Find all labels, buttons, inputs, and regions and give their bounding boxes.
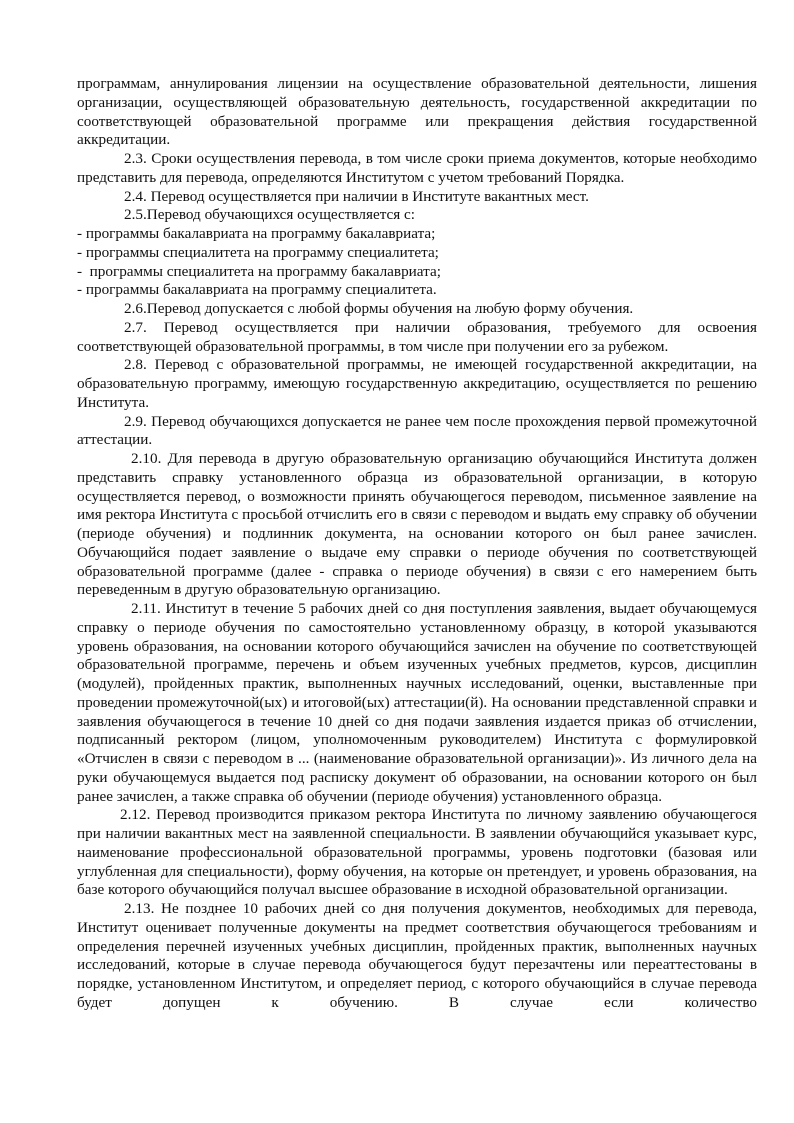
section-2-7-paragraph: [77, 319, 757, 357]
document-page: [77, 75, 757, 1013]
section-2-13-paragraph: [77, 900, 757, 1013]
section-number: 2.8.: [124, 356, 147, 374]
section-number: 2.13.: [124, 900, 155, 917]
section-number: 2.6.: [124, 300, 147, 317]
section-2-4-paragraph: [77, 188, 757, 207]
section-2-10-paragraph: [77, 450, 757, 600]
section-text: Перевод осуществляется при наличии в Институте вакантных мест.: [146, 187, 589, 205]
intro-continuation-paragraph: программам, аннулирования лицензии на осуществление образовательной деятельности, лишения организации, осуществляющей образовательную деятельность, государственной аккредитации по соответствующей образовательной программе или прекращения действия государственной аккредитации.: [77, 75, 757, 149]
section-number: 2.9.: [124, 412, 147, 430]
section-text: Сроки осуществления перевода, в том числе сроки приема документов, которые необходимо представить для перевода, определяются Институтом с учетом требований Порядка.: [77, 150, 757, 186]
section-number: 2.7.: [124, 318, 147, 336]
section-2-12-paragraph: [77, 806, 757, 900]
section-number: 2.4.: [124, 187, 147, 205]
section-text: Перевод допускается с любой формы обучения на любую форму обучения.: [146, 300, 634, 317]
list-item: - программы специалитета на программу специалитета;: [77, 243, 439, 261]
section-number: 2.12.: [120, 806, 151, 824]
section-2-6-paragraph: [77, 300, 757, 319]
section-2-3-paragraph: [77, 150, 757, 188]
section-text: Перевод осуществляется при наличии образования, требуемого для освоения соответствующей образовательной программы, в том числе при получении его за рубежом.: [77, 318, 757, 355]
section-number: 2.11.: [131, 600, 161, 617]
section-text: Перевод обучающихся допускается не ранее чем после прохождения первой промежуточной аттестации.: [77, 412, 757, 449]
section-text: Перевод обучающихся осуществляется с:: [146, 206, 416, 224]
list-item: - программы бакалавриата на программу бакалавриата;: [77, 225, 436, 242]
section-2-5-paragraph: [77, 206, 757, 225]
section-text: Перевод с образовательной программы, не имеющей государственной аккредитации, на образовательную программу, имеющую государственную аккредитацию, осуществляется по решению Института.: [77, 356, 757, 411]
section-text: Институт в течение 5 рабочих дней со дня поступления заявления, выдает обучающемуся справку о периоде обучения по самостоятельно установленному образцу, в которой указываются уровень образования, на основании которого обучающийся зачислен на обучение по соответствующей образовательной программе, перечень и объем изученных учебных предметов, курсов, дисциплин (модулей), пройденных практик, выполненных научных исследований, оценки, выставленные при проведении промежуточной(ых) и итоговой(ых) аттестации(й). На основании представленной справки и заявления обучающегося в течение 10 дней со дня подачи заявления издается приказ об отчислении, подписанный ректором (лицом, уполномоченным руководителем) Института с формулировкой «Отчислен в связи с переводом в ... (наименование образовательной организации)». Из личного дела на руки обучающемуся выдается под расписку документ об образовании, на основании которого он был ранее зачислен, а также справка об обучении (периоде обучения) установленного образца.: [77, 600, 757, 805]
section-text: Перевод производится приказом ректора Института по личному заявлению обучающегося при наличии вакантных мест на заявленной специальности. В заявлении обучающийся указывает курс, наименование профессиональной образовательной программы, уровень подготовки (базовая или углубленная для специальности), форму обучения, на которые он претендует, и уровень образования, на базе которого обучающийся получал высшее образование в исходной образовательной организации.: [77, 806, 757, 899]
section-number: 2.3.: [124, 150, 147, 167]
list-item: - программы бакалавриата на программу специалитета.: [77, 281, 437, 299]
section-2-9-paragraph: [77, 413, 757, 451]
section-number: 2.5.: [124, 206, 147, 224]
section-number: 2.10.: [131, 450, 162, 467]
section-text: Не позднее 10 рабочих дней со дня получения документов, необходимых для перевода, Институт оценивает полученные документы на предмет соответствия обучающегося требованиям и определения перечней изученных учебных дисциплин, пройденных практик, выполненных научных исследований, которые в случае перевода обучающегося будут перезачтены или переаттестованы в порядке, установленном Институтом, и определяет период, с которого обучающийся в случае перевода будет допущен к обучению. В случае если количество: [77, 900, 757, 1011]
section-text: Для перевода в другую образовательную организацию обучающийся Института должен представить справку установленного образца из образовательной организации, в которую осуществляется перевод, о возможности принять обучающегося переводом, письменное заявление на имя ректора Института с просьбой отчислить его в связи с переводом и выдать ему справку об обучении (периоде обучения) и подлинник документа, на основании которого он был ранее зачислен. Обучающийся подает заявление о выдаче ему справки о периоде обучения по соответствующей образовательной программе (далее - справка о периоде обучения) в связи с его намерением быть переведенным в другую образовательную организацию.: [77, 450, 757, 599]
section-2-8-paragraph: [77, 356, 757, 412]
section-2-11-paragraph: [77, 600, 757, 806]
list-item: - программы специалитета на программу бакалавриата;: [77, 262, 441, 280]
